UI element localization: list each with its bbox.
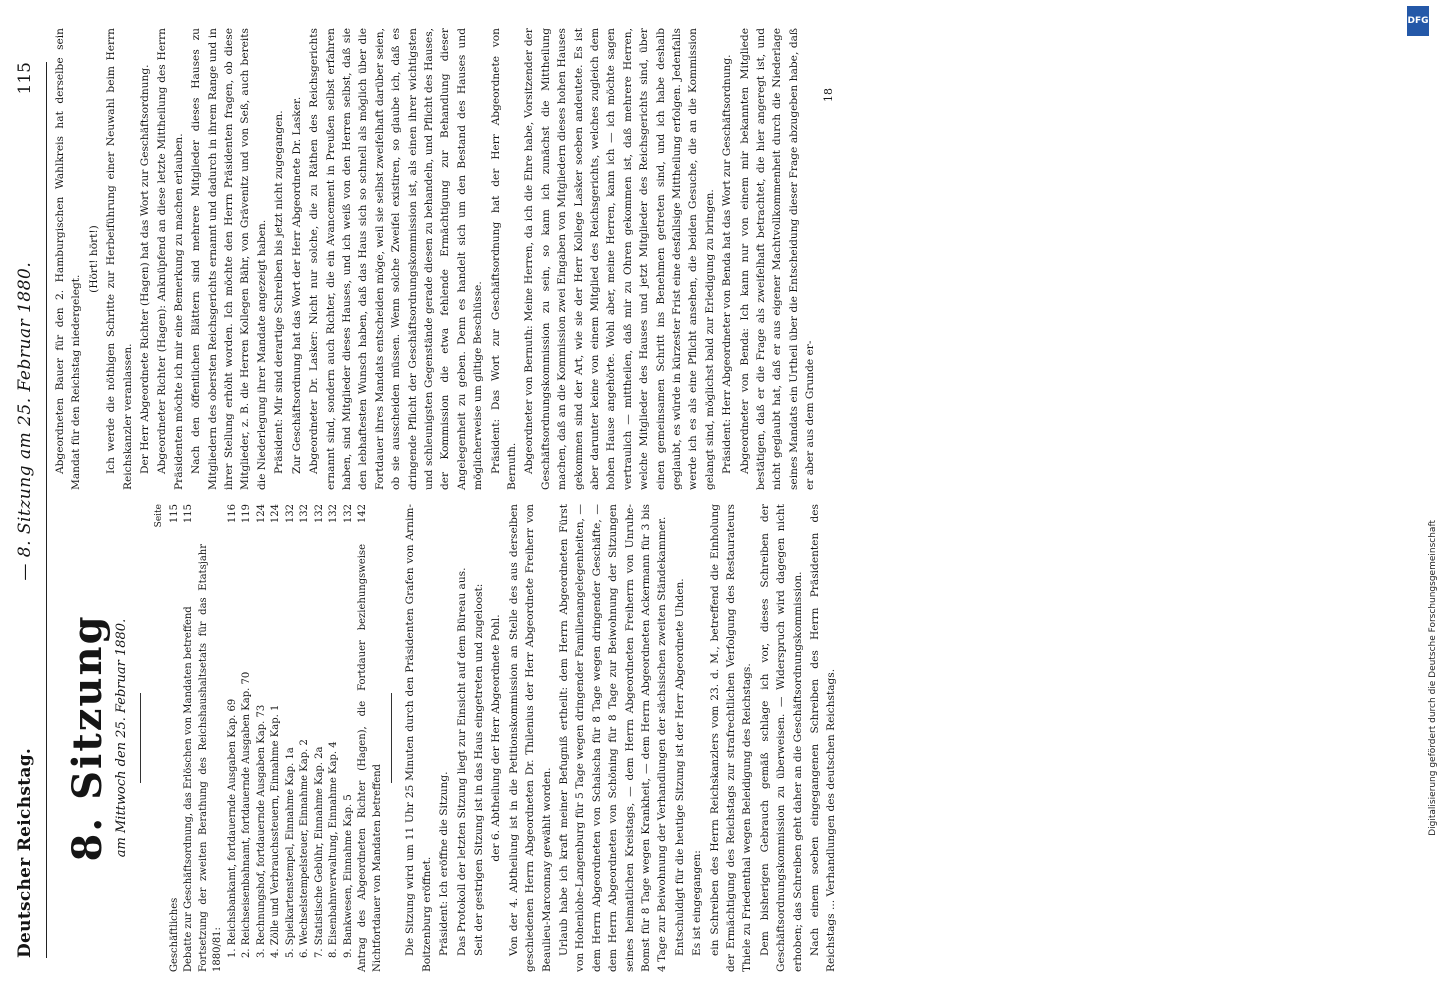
paragraph: Ich werde die nöthigen Schritte zur Herbeiführung einer Neuwahl beim Herrn Reichskanzler veranlassen.	[105, 28, 134, 490]
paragraph: Seit der gestrigen Sitzung ist in das Haus eingetreten und zugeloost:	[472, 583, 485, 956]
toc-row	[197, 504, 226, 972]
toc-row	[313, 504, 328, 972]
paragraph: Präsident: Herr Abgeordneter von Benda hat das Wort zur Geschäftsordnung.	[721, 54, 734, 474]
toc-entry-page: 132	[284, 504, 296, 524]
toc-row	[240, 504, 255, 972]
left-column	[52, 504, 1392, 972]
paragraph: Dem bisherigen Gebrauch gemäß schlage ich vor, dieses Schreiben der Geschäftsordnungskommission zu überweisen. — Widerspruch wird dagegen nicht erhoben; das Schreiben geht daher an die Geschäftsordnungskommission.	[758, 504, 804, 972]
toc-row	[284, 504, 299, 972]
left-body-text	[402, 504, 840, 972]
toc-entry-text: 3. Rechnungshof, fortdauernde Ausgaben Kap. 73	[255, 704, 267, 958]
toc-entry-text: 4. Zölle und Verbrauchssteuern, Einnahme Kap. 1	[270, 704, 282, 958]
paragraph: Nach den öffentlichen Blättern sind mehrere Mitglieder dieses Hauses zu Mitgliedern des obersten Reichsgerichts ernannt und dadurch in ihrem Range und in ihrer Stellung erhöht worden. Ich möchte den Herrn Präsidenten fragen, ob diese Mitglieder, z. B. die Herren Kollegen Bähr, von Grävenitz und von Seß, auch bereits die Niederlegung ihrer Mandate angezeigt haben.	[190, 28, 268, 490]
table-of-contents	[168, 504, 386, 972]
toc-entry-page: 115	[168, 504, 180, 524]
signature-mark: 18	[821, 88, 835, 102]
toc-row	[168, 504, 183, 972]
toc-row	[356, 504, 385, 972]
toc-row	[342, 504, 357, 972]
paragraph: Präsident: Ich eröffne die Sitzung.	[438, 771, 451, 956]
toc-entry-text: 2. Reichseisenbahnamt, fortdauernde Ausgaben Kap. 70	[241, 671, 253, 958]
toc-entry-text: 7. Statistische Gebühr, Einnahme Kap. 2a	[313, 746, 325, 958]
toc-row	[269, 504, 284, 972]
toc-entry-text: 5. Spielkartenstempel, Einnahme Kap. 1a	[284, 747, 296, 958]
paragraph: Von der 4. Abtheilung ist in die Petitionskommission an Stelle des aus derselben geschiedenen Herrn Abgeordneten Dr. Thilenius der Herr Abgeordnete Freiherr von Beaulieu-Marconnay gewählt worden.	[507, 504, 553, 972]
paragraph: Die Sitzung wird um 11 Uhr 25 Minuten durch den Präsidenten Grafen von Arnim-Boitzenburg eröffnet.	[404, 504, 433, 972]
header-left: Deutscher Reichstag.	[15, 747, 35, 958]
paragraph: Der Herr Abgeordnete Richter (Hagen) hat das Wort zur Geschäftsordnung.	[139, 64, 152, 474]
paragraph: Präsident: Mir sind derartige Schreiben bis jetzt nicht zugegangen.	[273, 110, 286, 474]
toc-entry-text: Geschäftliches	[168, 897, 180, 972]
toc-entry-page: 116	[226, 504, 238, 524]
toc-entry-text: 1. Reichsbankamt, fortdauernde Ausgaben Kap. 69	[226, 698, 238, 958]
session-heading: 8. Sitzung	[64, 614, 111, 862]
page-number: 115	[15, 62, 35, 95]
session-date: am Mittwoch den 25. Februar 1880.	[114, 618, 129, 858]
paragraph: Präsident: Das Wort zur Geschäftsordnung hat der Herr Abgeordnete von Bernuth.	[489, 28, 518, 490]
paragraph: Entschuldigt für die heutige Sitzung ist der Herr Abgeordnete Uhden.	[673, 578, 686, 956]
toc-entry-page: 132	[299, 504, 311, 524]
paragraph: Zur Geschäftsordnung hat das Wort der Herr Abgeordnete Dr. Lasker.	[290, 96, 303, 474]
toc-row	[327, 504, 342, 972]
toc-entry-page: 124	[270, 504, 282, 524]
toc-entry-page: 132	[313, 504, 325, 524]
toc-row	[298, 504, 313, 972]
toc-entry-text: 9. Bankwesen, Einnahme Kap. 5	[342, 794, 354, 958]
paragraph: Abgeordneten Bauer für den 2. Hamburgischen Wahlkreis hat derselbe sein Mandat für den Reichstag niedergelegt.	[54, 28, 83, 490]
paragraph: Es ist eingegangen:	[691, 850, 704, 956]
paragraph: Abgeordneter von Benda: Ich kann nur von einem mir bekannten Mitgliede bestätigen, daß er die Frage als zweifelhaft betrachtet, die hier angeregt ist, und nicht geglaubt hat, daß er aus eigener Machtvollkommenheit durch die Niederlage seines Mandats ein Urtheil über die Entscheidung dieser Frage abzugeben habe, daß er aber aus dem Grunde er-	[738, 28, 817, 490]
paragraph: ein Schreiben des Herrn Reichskanzlers vom 23. d. M., betreffend die Einholung der Ermächtigung des Reichstags zur strafrechtlichen Verfolgung des Restaurateurs Thiele zu Friedenthal wegen Beleidigung des Reichstags.	[708, 504, 754, 972]
toc-row	[226, 504, 241, 972]
right-body-text	[52, 28, 819, 490]
paragraph: der 6. Abtheilung der Herr Abgeordnete Pohl.	[490, 614, 503, 862]
toc-entry-text: 8. Eisenbahnverwaltung, Einnahme Kap. 4	[328, 741, 340, 958]
toc-entry-text: Antrag des Abgeordneten Richter (Hagen), die Fortdauer beziehungsweise Nichtfortdauer von Mandaten betreffend	[357, 544, 383, 972]
divider	[140, 693, 141, 783]
divider	[391, 693, 392, 783]
toc-page-label: Seite	[154, 504, 165, 528]
paragraph: Nach einem soeben eingegangenen Schreiben des Herrn Präsidenten des Reichstags ... Verhandlungen des deutschen Reichstags.	[809, 504, 838, 972]
paragraph: (Hört! hört!)	[87, 225, 100, 293]
page-header	[4, 62, 47, 958]
toc-entry-page: 124	[255, 504, 267, 524]
toc-entry-page: 132	[328, 504, 340, 524]
toc-row	[182, 504, 197, 972]
toc-entry-text: Fortsetzung der zweiten Berathung des Reichshaushaltsetats für das Etatsjahr 1880/81:	[197, 544, 224, 972]
paragraph: Das Protokoll der letzten Sitzung liegt zur Einsicht auf dem Büreau aus.	[455, 567, 468, 956]
paragraph: Urlaub habe ich kraft meiner Befugniß ertheilt: dem Herrn Abgeordneten Fürst von Hohenlohe-Langenburg für 5 Tage wegen dringender Familienangelegenheiten, — dem Herrn Abgeordneten von Schalscha für 8 Tage wegen dringender Geschäfte, — dem Herrn Abgeordneten von Schöning für 8 Tage zur Beiwohnung der Sitzungen seines heimatlichen Kreistags, — dem Herrn Abgeordneten Freiherrn von Unruhe-Bomst für 8 Tage wegen Krankheit, — dem Herrn Abgeordneten Ackermann für 3 bis 4 Tage zur Beiwohnung der Verhandlungen der sächsischen zweiten Ständekammer.	[557, 504, 669, 972]
toc-entry-page	[197, 504, 226, 538]
right-column	[52, 28, 1392, 490]
toc-entry-page: 119	[241, 504, 253, 524]
toc-entry-page: 132	[342, 504, 354, 524]
toc-entry-page: 142	[357, 504, 369, 524]
dfg-sidebar-text: Digitalisierung gefördert durch die Deutsche Forschungsgemeinschaft	[1428, 520, 1438, 836]
toc-entry-page: 115	[183, 504, 195, 524]
paragraph: Abgeordneter Dr. Lasker: Nicht nur solche, die zu Räthen des Reichsgerichts ernannt sind, sondern auch Richter, die ein Avancement in Preußen selbst erfahren haben, sind Mitglieder dieses Hauses, und ich weiß von den Herren selbst, daß sie den lebhaftesten Wunsch haben, daß das Haus sich so schnell als möglich über die Fortdauer ihres Mandats entscheiden möge, weil sie selbst zweifelhaft darüber seien, ob sie ausscheiden müssen. Wenn solche Zweifel existiren, so glaube ich, daß es dringende Pflicht der Geschäftsordnungskommission ist, als einen ihrer wichtigsten und schleunigsten Gegenstände gerade diesen zu behandeln, und Pflicht des Hauses, der Kommission die etwa fehlende Ermächtigung zur Behandlung dieser Angelegenheit zu geben. Denn es handelt sich um den Bestand des Hauses und möglicherweise um giltige Beschlüsse.	[308, 28, 485, 490]
paragraph: Abgeordneter Richter (Hagen): Anknüpfend an diese letzte Mittheilung des Herrn Präsidenten möchte ich mir eine Bemerkung zu machen erlauben.	[156, 28, 185, 490]
toc-entry-text: Debatte zur Geschäftsordnung, das Erlöschen von Mandaten betreffend	[183, 606, 195, 972]
toc-row	[255, 504, 270, 972]
toc-entry-text: 6. Wechselstempelsteuer, Einnahme Kap. 2	[299, 739, 311, 958]
header-center: — 8. Sitzung am 25. Februar 1880.	[15, 261, 35, 581]
paragraph: Abgeordneter von Bernuth: Meine Herren, da ich die Ehre habe, Vorsitzender der Geschäftsordnungskommission zu sein, so kann ich zunächst die Mittheilung machen, daß an die Kommission zwei Eingaben von Mitgliedern dieses hohen Hauses gekommen sind der Art, wie sie der Herr Kollege Lasker soeben andeutete. Es ist aber darunter keine von einem Mitglied des Reichsgerichts, welches zugleich dem hohen Hause angehörte. Wohl aber, meine Herren, kann ich — ich möchte sagen vertraulich — mittheilen, daß mir zu Ohren gekommen ist, daß mehrere Herren, welche Mitglieder des Hauses und jetzt Mitglieder des Reichsgerichts sind, über einen gemeinsamen Schritt ins Benehmen getreten sind, und ich habe deshalb geglaubt, es würde in kürzester Frist eine desfallsige Mittheilung erfolgen. Jedenfalls werde ich es als eine Pflicht ansehen, die beiden Gesuche, die an die Kommission gelangt sind, möglichst bald zur Erledigung zu bringen.	[523, 28, 716, 490]
dfg-logo: DFG	[1407, 6, 1429, 36]
